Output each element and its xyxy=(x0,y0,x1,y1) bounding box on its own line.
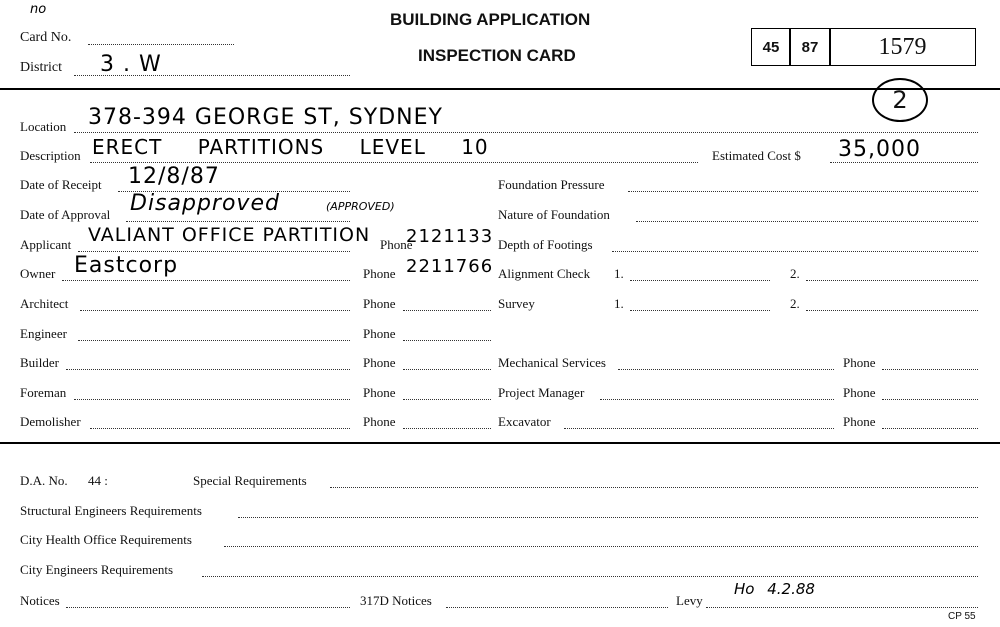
card-no-line xyxy=(88,44,234,45)
survey-1-label: 1. xyxy=(614,296,624,311)
special-requirements-label: Special Requirements xyxy=(193,473,307,488)
city-health-label: City Health Office Requirements xyxy=(20,532,192,547)
date-receipt-label: Date of Receipt xyxy=(20,177,102,192)
estimated-cost-label: Estimated Cost $ xyxy=(712,148,801,163)
applicant-phone-value: 2121133 xyxy=(406,226,494,247)
engineer-label: Engineer xyxy=(20,326,67,341)
mechanical-phone-line xyxy=(882,369,978,370)
architect-line xyxy=(80,310,350,311)
mechanical-services-line xyxy=(618,369,834,370)
project-manager-phone-line xyxy=(882,399,978,400)
demolisher-label: Demolisher xyxy=(20,414,81,429)
main-divider xyxy=(0,442,1000,444)
structural-engineers-label: Structural Engineers Requirements xyxy=(20,503,202,518)
engineer-line xyxy=(78,340,350,341)
demolisher-phone-label: Phone xyxy=(363,414,396,429)
builder-label: Builder xyxy=(20,355,59,370)
builder-phone-label: Phone xyxy=(363,355,396,370)
applicant-line xyxy=(78,251,350,252)
mechanical-services-label: Mechanical Services xyxy=(498,355,606,370)
alignment-2-label: 2. xyxy=(790,266,800,281)
engineer-phone-line xyxy=(403,340,491,341)
owner-line xyxy=(62,280,350,281)
district-value: 3 . W xyxy=(100,52,162,77)
alignment-check-label: Alignment Check xyxy=(498,266,591,281)
date-approval-label: Date of Approval xyxy=(20,207,111,222)
excavator-phone-line xyxy=(882,428,978,429)
estimated-cost-value: 35,000 xyxy=(838,137,921,162)
district-line xyxy=(74,75,350,76)
applicant-value: VALIANT OFFICE PARTITION xyxy=(88,224,371,246)
title-line2: INSPECTION CARD xyxy=(418,46,576,65)
levy-line xyxy=(706,607,978,608)
da-no-label: D.A. No. xyxy=(20,473,68,488)
applicant-label: Applicant xyxy=(20,237,72,252)
nature-foundation-label: Nature of Foundation xyxy=(498,207,610,222)
owner-phone-value: 2211766 xyxy=(406,256,494,277)
demolisher-line xyxy=(90,428,350,429)
demolisher-phone-line xyxy=(403,428,491,429)
structural-engineers-line xyxy=(238,517,978,518)
description-value: ERECT PARTITIONS LEVEL 10 xyxy=(92,135,489,159)
survey-2-line xyxy=(806,310,978,311)
foreman-line xyxy=(74,399,350,400)
ref-box-2: 87 xyxy=(789,28,831,66)
foreman-phone-label: Phone xyxy=(363,385,396,400)
builder-line xyxy=(66,369,350,370)
city-engineers-line xyxy=(202,576,978,577)
notices-line xyxy=(66,607,350,608)
ref-box-number: 1579 xyxy=(829,28,976,66)
da-no-value: 44 : xyxy=(88,473,108,488)
notices-label: Notices xyxy=(20,593,60,608)
alignment-2-line xyxy=(806,280,978,281)
project-manager-line xyxy=(600,399,834,400)
nature-foundation-line xyxy=(636,221,978,222)
header-divider xyxy=(0,88,1000,90)
card-no-label: Card No. xyxy=(20,30,72,45)
levy-value: Ho 4.2.88 xyxy=(734,580,815,598)
estimated-cost-line xyxy=(830,162,978,163)
date-approval-line xyxy=(126,221,350,222)
title-line1: BUILDING APPLICATION xyxy=(390,10,591,29)
excavator-label: Excavator xyxy=(498,414,551,429)
owner-value: Eastcorp xyxy=(74,253,179,278)
excavator-line xyxy=(564,428,834,429)
survey-1-line xyxy=(630,310,770,311)
description-label: Description xyxy=(20,148,81,163)
card-no-handwritten: no xyxy=(30,2,47,17)
survey-label: Survey xyxy=(498,296,535,311)
foreman-label: Foreman xyxy=(20,385,67,400)
form-code: CP 55 xyxy=(948,611,976,622)
architect-phone-line xyxy=(403,310,491,311)
foundation-pressure-line xyxy=(628,191,978,192)
notices-317d-label: 317D Notices xyxy=(360,593,432,608)
date-approval-value: Disapproved xyxy=(130,191,280,216)
excavator-phone-label: Phone xyxy=(843,414,876,429)
alignment-1-label: 1. xyxy=(614,266,624,281)
engineer-phone-label: Phone xyxy=(363,326,396,341)
location-value: 378-394 GEORGE ST, SYDNEY xyxy=(88,105,443,130)
applicant-phone-label: Phone xyxy=(380,237,413,252)
ref-box-1: 45 xyxy=(751,28,791,66)
depth-footings-label: Depth of Footings xyxy=(498,237,593,252)
project-manager-phone-label: Phone xyxy=(843,385,876,400)
special-requirements-line xyxy=(330,487,978,488)
city-health-line xyxy=(224,546,978,547)
circled-number-mark: 2 xyxy=(872,78,928,122)
date-receipt-value: 12/8/87 xyxy=(128,164,220,189)
notices-317d-line xyxy=(446,607,668,608)
architect-phone-label: Phone xyxy=(363,296,396,311)
levy-label: Levy xyxy=(676,593,703,608)
date-approval-note: (APPROVED) xyxy=(326,200,395,213)
depth-footings-line xyxy=(612,251,978,252)
owner-label: Owner xyxy=(20,266,56,281)
project-manager-label: Project Manager xyxy=(498,385,585,400)
location-label: Location xyxy=(20,119,67,134)
city-engineers-label: City Engineers Requirements xyxy=(20,562,174,577)
location-line xyxy=(74,132,978,133)
description-line xyxy=(90,162,698,163)
alignment-1-line xyxy=(630,280,770,281)
foreman-phone-line xyxy=(403,399,491,400)
survey-2-label: 2. xyxy=(790,296,800,311)
architect-label: Architect xyxy=(20,296,69,311)
mechanical-phone-label: Phone xyxy=(843,355,876,370)
builder-phone-line xyxy=(403,369,491,370)
foundation-pressure-label: Foundation Pressure xyxy=(498,177,605,192)
owner-phone-label: Phone xyxy=(363,266,396,281)
district-label: District xyxy=(20,60,62,75)
